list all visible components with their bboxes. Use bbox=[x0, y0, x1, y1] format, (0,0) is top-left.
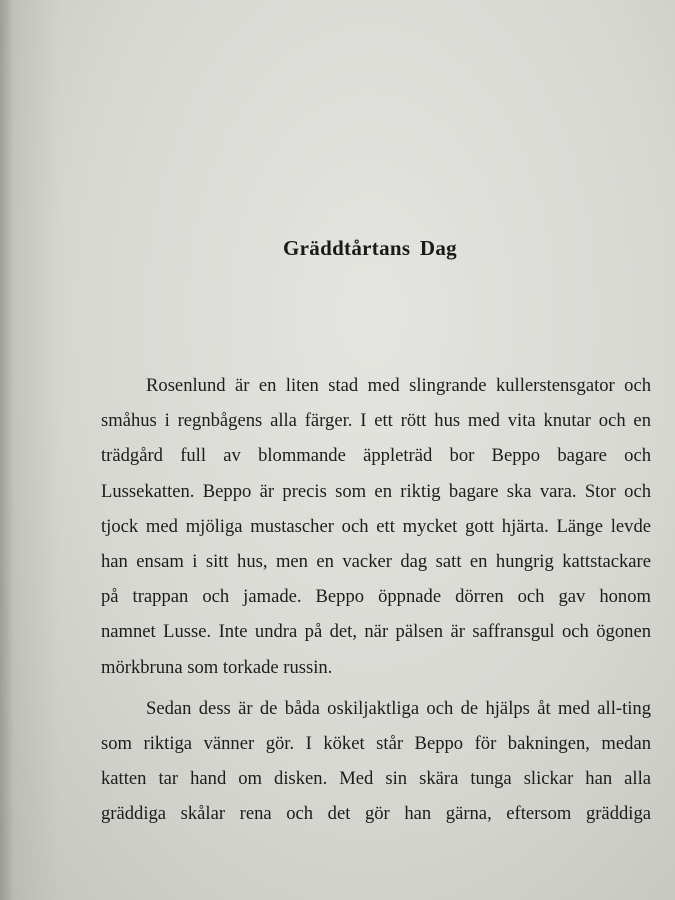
text-line: gräddiga skålar rena och det gör han gärna, eftersom gräddiga bbox=[101, 803, 651, 825]
text-line: trädgård full av blommande äppleträd bor Beppo bagare och bbox=[101, 445, 651, 467]
body-text bbox=[101, 368, 651, 832]
paragraph-1 bbox=[101, 368, 651, 685]
text-line: han ensam i sitt hus, men en vacker dag satt en hungrig kattstackare bbox=[101, 551, 651, 573]
text-line: som riktiga vänner gör. I köket står Beppo för bakningen, medan bbox=[101, 733, 651, 755]
text-line: katten tar hand om disken. Med sin skära tunga slickar han alla bbox=[101, 768, 651, 790]
text-line: Rosenlund är en liten stad med slingrande kullerstensgator och bbox=[146, 375, 651, 396]
text-line: namnet Lusse. Inte undra på det, när pälsen är saffransgul och ögonen bbox=[101, 621, 651, 643]
text-line: på trappan och jamade. Beppo öppnade dörren och gav honom bbox=[101, 586, 651, 608]
text-line: småhus i regnbågens alla färger. I ett rött hus med vita knutar och en bbox=[101, 410, 651, 432]
text-line: mörkbruna som torkade russin. bbox=[101, 656, 333, 678]
text-line: Sedan dess är de båda oskiljaktliga och de hjälps åt med all-ting bbox=[146, 697, 651, 719]
paragraph-2 bbox=[101, 691, 651, 832]
text-line: Lussekatten. Beppo är precis som en riktig bagare ska vara. Stor och bbox=[101, 480, 651, 502]
text-line: tjock med mjöliga mustascher och ett mycket gott hjärta. Länge levde bbox=[101, 515, 651, 537]
chapter-title: Gräddtårtans Dag bbox=[283, 236, 457, 260]
